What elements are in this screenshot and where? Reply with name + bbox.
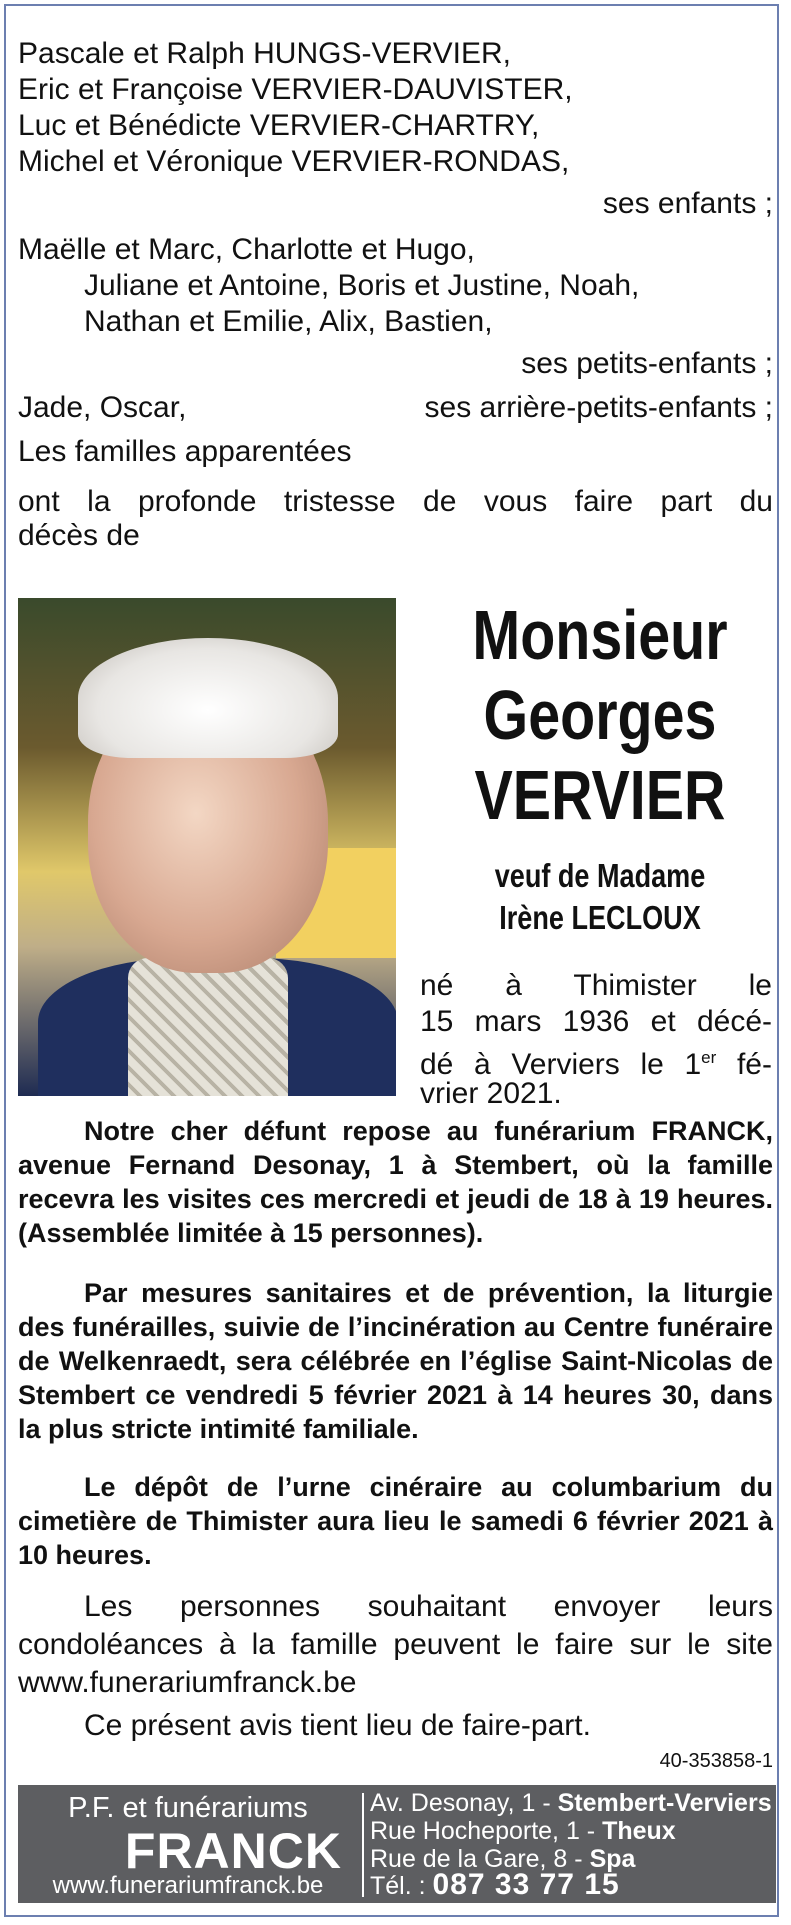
birth-line-1: né à Thimister le xyxy=(420,969,772,1002)
urn-paragraph: Le dépôt de l’urne cinéraire au columbarium du cimetière de Thimister aura lieu le samedi 6 février 2021 à 10 heures. xyxy=(18,1472,773,1570)
address-2: Rue Hocheporte, 1 - Theux xyxy=(370,1817,676,1845)
great-grandchildren-label: ses arrière-petits-enfants ; xyxy=(424,391,773,424)
reference-number: 40-353858-1 xyxy=(659,1750,773,1772)
widow-line-2: Irène LECLOUX xyxy=(499,899,701,936)
grandchildren-line-3: Nathan et Emilie, Alix, Bastien, xyxy=(84,305,493,338)
announcement-line-1: ont la profonde tristesse de vous faire part du xyxy=(18,485,773,518)
grandchildren-label: ses petits-enfants ; xyxy=(521,347,773,380)
grandchildren-line-1: Maëlle et Marc, Charlotte et Hugo, xyxy=(18,233,475,266)
banner-website: www.funerariumfranck.be xyxy=(52,1872,324,1899)
condolences-paragraph: Les personnes souhaitant envoyer leurs condoléances à la famille peuvent le faire sur le site www.funerariumfranck.be xyxy=(18,1590,773,1699)
ceremony-paragraph: Par mesures sanitaires et de prévention, la liturgie des funérailles, suivie de l’incinération au Centre funéraire de Welkenraedt, sera célébrée en l’église Saint-Nicolas de Stembert ce vendredi 5 février 2021 à 14 heures 30, dans la plus stricte intimité familiale. xyxy=(18,1278,773,1444)
children-label: ses enfants ; xyxy=(602,187,773,220)
funerarium-paragraph: Notre cher défunt repose au funérarium FRANCK, avenue Fernand Desonay, 1 à Stembert, où la famille recevra les visites ces mercredi et jeudi de 18 à 19 heures. (Assemblée limitée à 15 personnes). xyxy=(18,1116,773,1248)
banner-subtitle: P.F. et funérariums xyxy=(68,1792,308,1824)
banner-separator xyxy=(362,1793,364,1897)
telephone: Tél. : 087 33 77 15 xyxy=(370,1868,620,1901)
announcement-line-2: décès de xyxy=(18,519,140,552)
deceased-last-name: VERVIER xyxy=(474,756,726,834)
widow-line-1: veuf de Madame xyxy=(494,857,706,894)
child-line-2: Eric et Françoise VERVIER-DAUVISTER, xyxy=(18,73,573,106)
relatives: Les familles apparentées xyxy=(18,435,352,468)
birth-line-4: vrier 2021. xyxy=(420,1077,562,1110)
birth-line-3: dé à Verviers le 1er fé- xyxy=(420,1048,772,1081)
deceased-title: Monsieur xyxy=(472,596,728,674)
birth-line-2: 15 mars 1936 et décé- xyxy=(420,1005,772,1038)
great-grandchildren: Jade, Oscar, xyxy=(18,391,187,424)
child-line-3: Luc et Bénédicte VERVIER-CHARTRY, xyxy=(18,109,540,142)
grandchildren-line-2: Juliane et Antoine, Boris et Justine, Noah, xyxy=(84,269,640,302)
child-line-1: Pascale et Ralph HUNGS-VERVIER, xyxy=(18,37,511,70)
child-line-4: Michel et Véronique VERVIER-RONDAS, xyxy=(18,145,570,178)
address-3: Rue de la Gare, 8 - Spa xyxy=(370,1845,636,1873)
funeral-home-banner xyxy=(18,1785,776,1903)
deceased-photo xyxy=(18,598,396,1096)
address-1: Av. Desonay, 1 - Stembert-Verviers xyxy=(370,1789,772,1817)
notice-line: Ce présent avis tient lieu de faire-part. xyxy=(84,1709,591,1742)
deceased-first-name: Georges xyxy=(483,676,717,754)
banner-brand: FRANCK xyxy=(124,1823,342,1879)
